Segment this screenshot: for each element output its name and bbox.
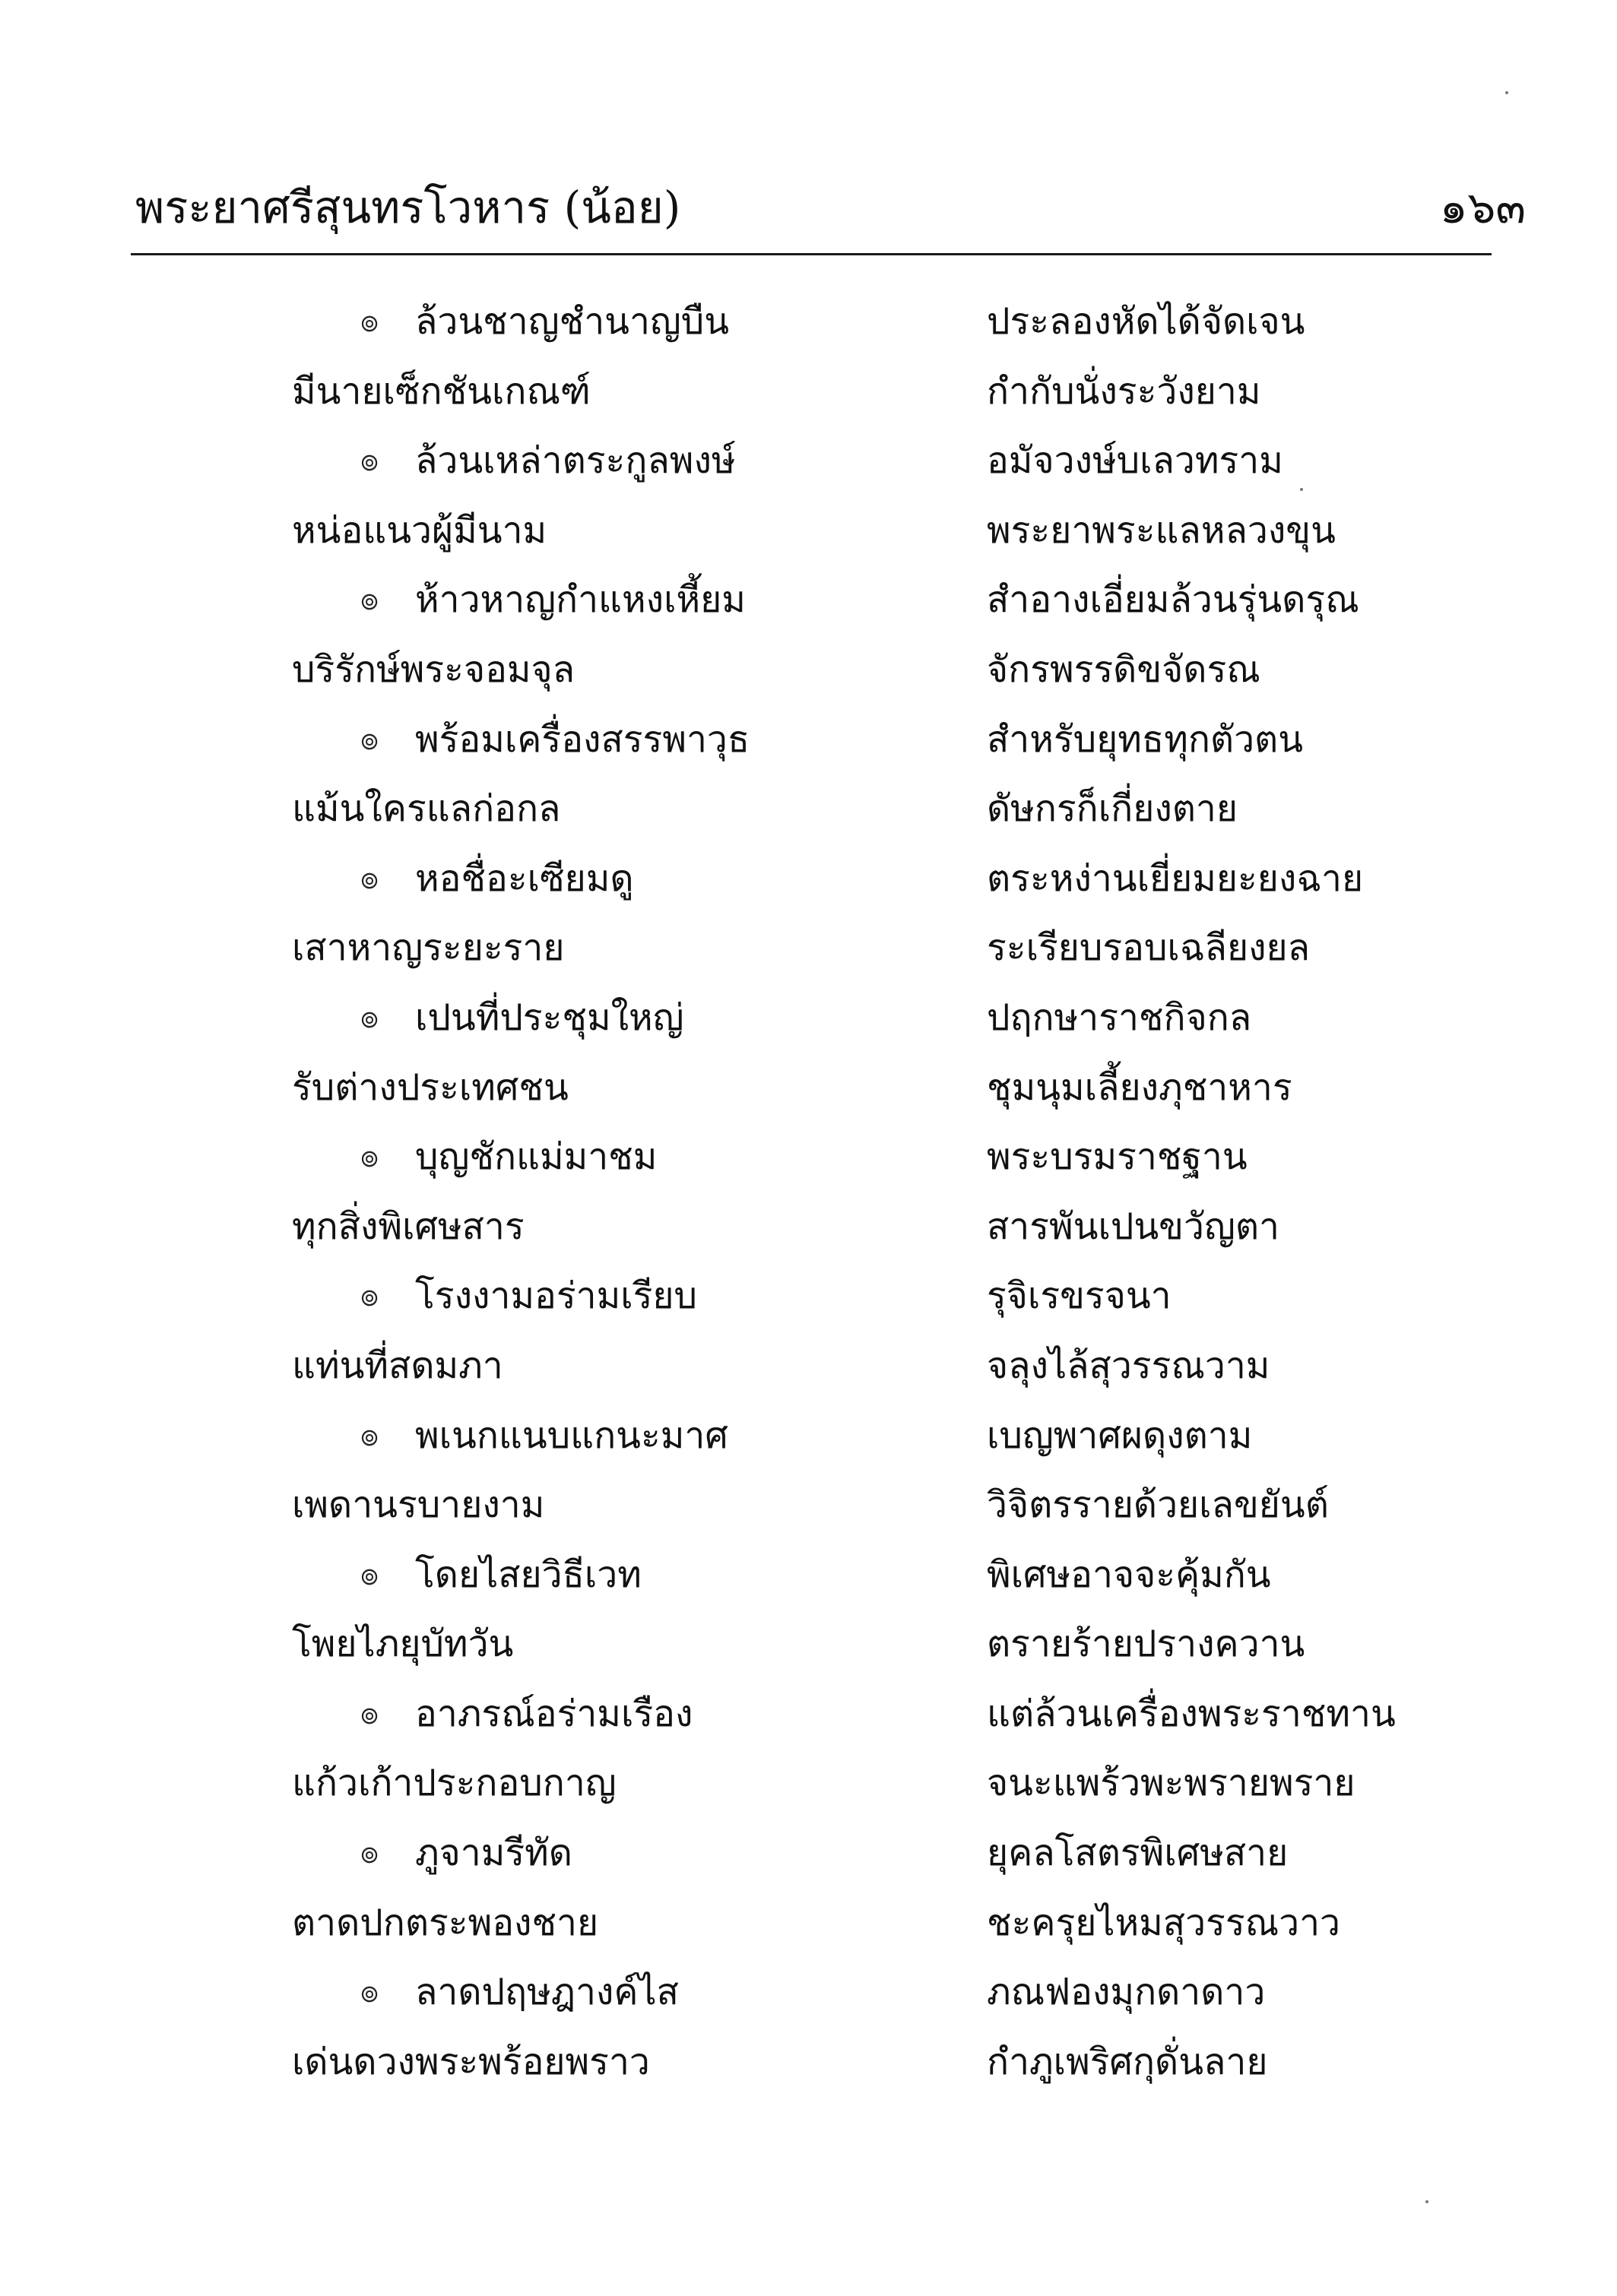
verse-line: [0, 287, 1617, 357]
verse-first-half: โดยไสยวิธีเวท: [415, 1553, 642, 1596]
stanza-marker-icon: ๏: [360, 1139, 379, 1175]
verse-first-half: เสาหาญระยะราย: [292, 926, 565, 970]
page-number: ๑๖๓: [1439, 182, 1526, 233]
verse-first-half: ห้าวหาญกำแหงเหี้ยม: [415, 578, 746, 622]
stanza-marker-icon: ๏: [360, 1557, 379, 1592]
verse-line: [0, 1332, 1617, 1401]
verse-list: [0, 287, 1617, 2097]
verse-second-half: ยุคลโสตรพิเศษสาย: [987, 1832, 1289, 1875]
header-divider: [131, 253, 1492, 255]
verse-line: [0, 983, 1617, 1053]
verse-line: [0, 844, 1617, 914]
verse-second-half: อมัจวงษ์บเลวทราม: [987, 439, 1283, 483]
verse-line: [0, 1958, 1617, 2028]
verse-line: [0, 357, 1617, 427]
verse-second-half: ดัษกรก็เกี่ยงตาย: [987, 787, 1238, 831]
verse-second-half: ตรายร้ายปรางควาน: [987, 1623, 1305, 1666]
stanza-marker-icon: ๏: [360, 1417, 379, 1453]
verse-line: [0, 914, 1617, 983]
verse-line: [0, 1541, 1617, 1610]
verse-second-half: จักรพรรดิขจัดรณ: [987, 648, 1260, 691]
verse-line: [0, 1053, 1617, 1123]
verse-first-half: หอชื่อะเซียมดู: [415, 857, 634, 900]
verse-first-half: พเนกแนบแกนะมาศ: [415, 1414, 728, 1457]
verse-first-half: ลาดปฤษฎางค์ไส: [415, 1971, 679, 2014]
verse-second-half: กำกับนั่งระวังยาม: [987, 369, 1261, 413]
stanza-marker-icon: ๏: [360, 1278, 379, 1314]
scan-speck: [1505, 91, 1508, 94]
verse-first-half: ทุกสิ่งพิเศษสาร: [292, 1205, 525, 1248]
stanza-marker-icon: ๏: [360, 443, 379, 479]
verse-second-half: สำอางเอี่ยมล้วนรุ่นดรุณ: [987, 578, 1359, 622]
verse-first-half: บริรักษ์พระจอมจุล: [292, 648, 575, 691]
verse-second-half: สารพันเปนขวัญตา: [987, 1205, 1279, 1248]
verse-line: [0, 1401, 1617, 1471]
verse-second-half: แต่ล้วนเครื่องพระราชทาน: [987, 1692, 1396, 1735]
verse-first-half: ภูจามรีทัด: [415, 1832, 572, 1875]
verse-second-half: ระเรียบรอบเฉลียงยล: [987, 926, 1311, 970]
verse-first-half: ล้วนเหล่าตระกูลพงษ์: [415, 439, 736, 483]
verse-second-half: ปฤกษาราชกิจกล: [987, 996, 1252, 1039]
stanza-marker-icon: ๏: [360, 1696, 379, 1731]
verse-line: [0, 496, 1617, 566]
verse-line: [0, 1610, 1617, 1680]
verse-first-half: แม้นใครแลก่อกล: [292, 787, 561, 831]
verse-second-half: พระบรมราชฐาน: [987, 1135, 1248, 1179]
stanza-marker-icon: ๏: [360, 721, 379, 757]
verse-first-half: รับต่างประเทศชน: [292, 1066, 569, 1109]
verse-second-half: สำหรับยุทธทุกตัวตน: [987, 717, 1304, 761]
verse-first-half: แก้วเก้าประกอบกาญ: [292, 1762, 617, 1805]
verse-first-half: พร้อมเครื่องสรรพาวุธ: [415, 717, 750, 761]
verse-line: [0, 426, 1617, 496]
verse-line: [0, 635, 1617, 705]
stanza-marker-icon: ๏: [360, 1835, 379, 1871]
verse-second-half: พิเศษอาจจะคุ้มกัน: [987, 1553, 1271, 1596]
verse-second-half: รุจิเรขรจนา: [987, 1275, 1172, 1318]
verse-line: [0, 1819, 1617, 1889]
verse-first-half: หน่อแนวผู้มีนาม: [292, 508, 547, 552]
verse-second-half: ตระหง่านเยี่ยมยะยงฉาย: [987, 857, 1364, 900]
verse-second-half: ภณฟองมุกดาดาว: [987, 1971, 1266, 2014]
verse-second-half: ชะครุยไหมสุวรรณวาว: [987, 1901, 1340, 1944]
verse-line: [0, 1889, 1617, 1959]
verse-first-half: อาภรณ์อร่ามเรือง: [415, 1692, 693, 1735]
verse-first-half: ล้วนชาญชำนาญบืน: [415, 300, 730, 343]
verse-first-half: เด่นดวงพระพร้อยพราว: [292, 2040, 650, 2083]
verse-first-half: ตาดปกตระพองชาย: [292, 1901, 599, 1944]
verse-first-half: โรงงามอร่ามเรียบ: [415, 1275, 698, 1318]
verse-first-half: เพดานรบายงาม: [292, 1484, 545, 1527]
stanza-marker-icon: ๏: [360, 1975, 379, 2010]
stanza-marker-icon: ๏: [360, 304, 379, 339]
stanza-marker-icon: ๏: [360, 582, 379, 618]
verse-second-half: กำภูเพริศกุดั่นลาย: [987, 2040, 1268, 2083]
scan-speck: [1300, 488, 1303, 491]
verse-line: [0, 705, 1617, 775]
running-header-title: พระยาศรีสุนทรโวหาร (น้อย): [135, 182, 681, 233]
verse-second-half: วิจิตรรายด้วยเลขยันต์: [987, 1484, 1329, 1527]
verse-line: [0, 1262, 1617, 1332]
verse-line: [0, 1749, 1617, 1819]
verse-second-half: ชุมนุมเลี้ยงภุชาหาร: [987, 1066, 1292, 1109]
verse-first-half: เปนที่ประชุมใหญ่: [415, 996, 684, 1039]
verse-first-half: บุญชักแม่มาชม: [415, 1135, 658, 1179]
verse-second-half: ประลองหัดได้จัดเจน: [987, 300, 1305, 343]
verse-line: [0, 1123, 1617, 1192]
stanza-marker-icon: ๏: [360, 860, 379, 896]
scan-speck: [1425, 2200, 1428, 2203]
verse-first-half: โพยไภยุบัทวัน: [292, 1623, 514, 1666]
verse-second-half: เบญพาศผดุงตาม: [987, 1414, 1253, 1457]
verse-second-half: พระยาพระแลหลวงขุน: [987, 508, 1336, 552]
verse-line: [0, 565, 1617, 635]
verse-line: [0, 774, 1617, 844]
verse-second-half: จนะแพร้วพะพรายพราย: [987, 1762, 1355, 1805]
verse-first-half: มีนายเซ็กชันเกณฑ์: [292, 369, 591, 413]
verse-line: [0, 1192, 1617, 1262]
verse-first-half: แท่นที่สดมภา: [292, 1344, 503, 1387]
verse-line: [0, 1471, 1617, 1541]
stanza-marker-icon: ๏: [360, 999, 379, 1035]
verse-line: [0, 1680, 1617, 1750]
verse-line: [0, 2028, 1617, 2098]
verse-second-half: จลุงไล้สุวรรณวาม: [987, 1344, 1270, 1387]
